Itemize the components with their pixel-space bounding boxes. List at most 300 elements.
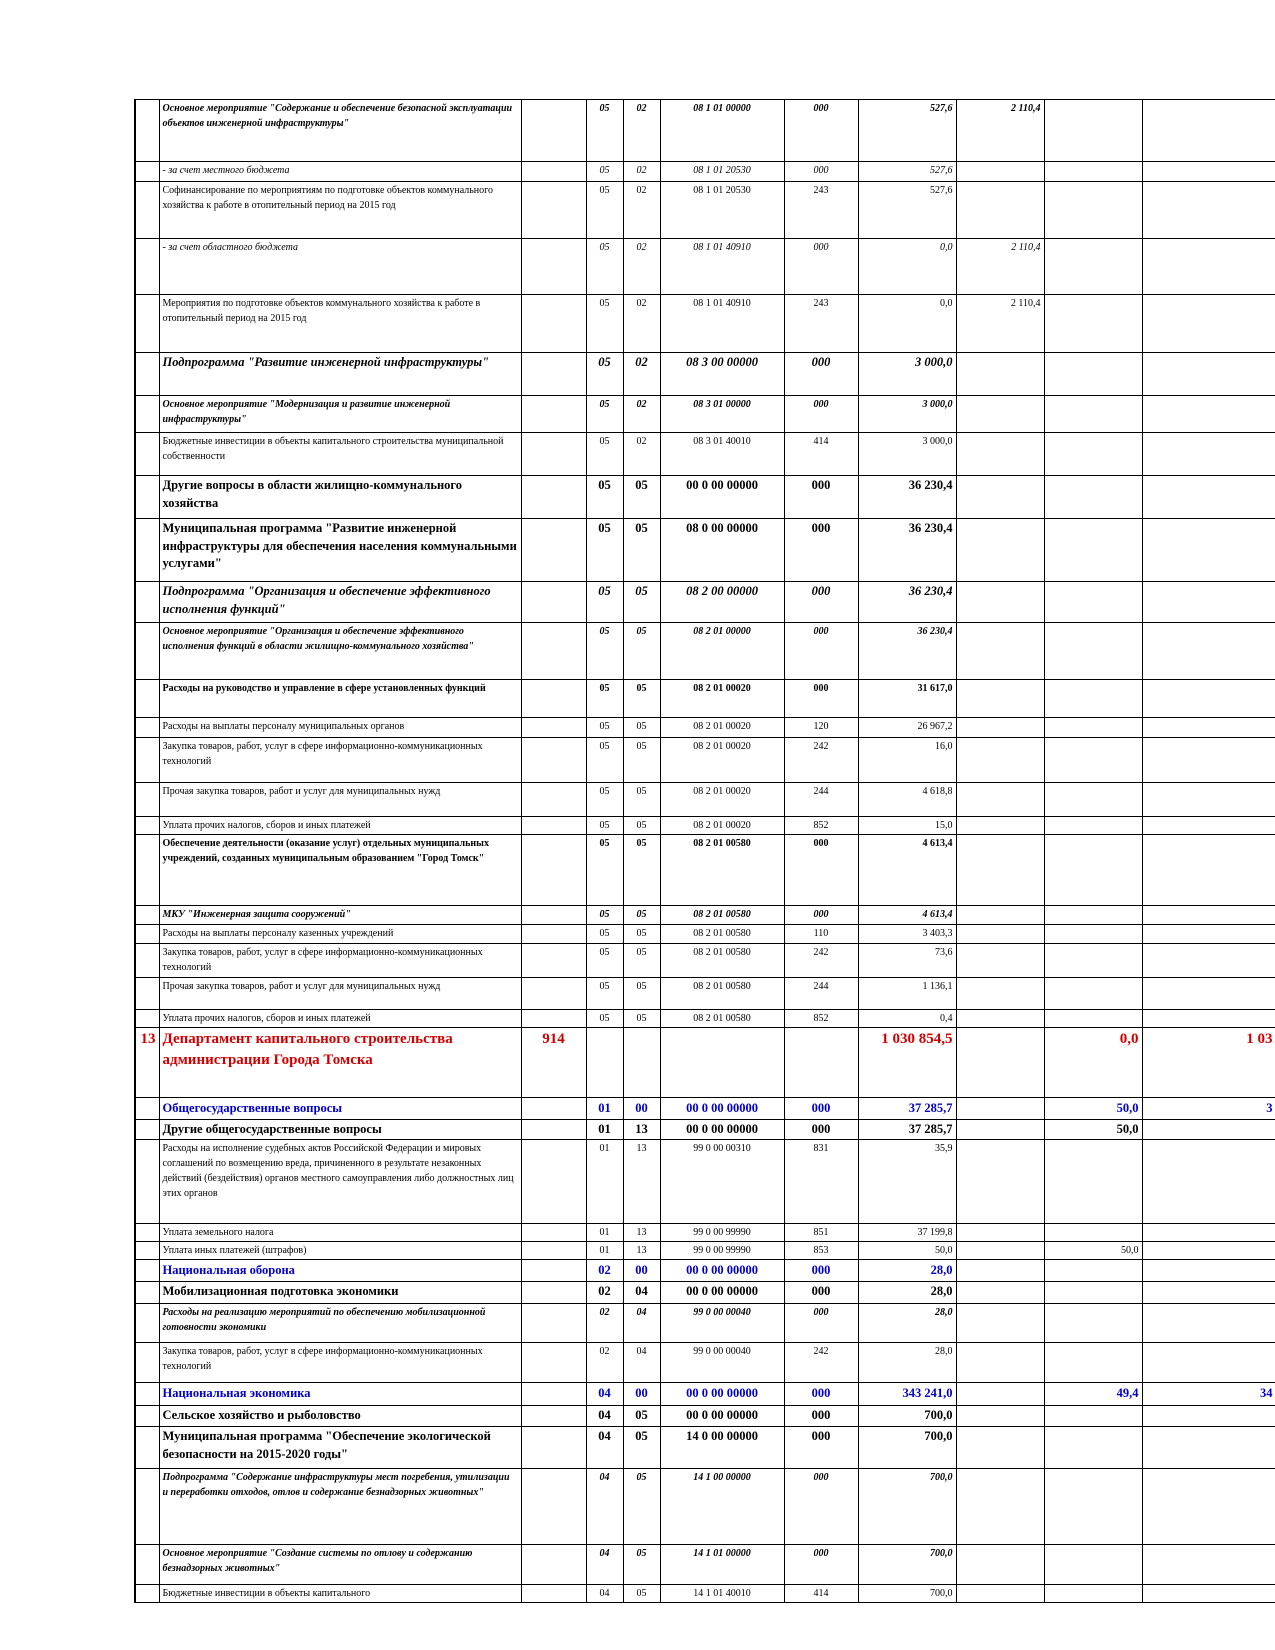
row-name-cell: Департамент капитального строительства администрации Города Томска <box>159 1028 521 1098</box>
row-section-cell: 05 <box>586 162 623 182</box>
row-section-cell: 05 <box>586 239 623 295</box>
row-subsection-cell: 05 <box>623 783 660 817</box>
row-amount-cell: 36 230,4 <box>858 519 956 582</box>
row-section-cell: 02 <box>586 1343 623 1383</box>
row-expense-type-cell: 000 <box>784 1260 858 1282</box>
row-section-cell: 05 <box>586 182 623 239</box>
row-number-cell <box>135 1406 159 1427</box>
row-code-cell <box>521 1224 586 1242</box>
row-name-cell: Национальная оборона <box>159 1260 521 1282</box>
table-row <box>135 1383 1275 1406</box>
row-expense-type-cell: 000 <box>784 1282 858 1304</box>
row-target-code-cell: 00 0 00 00000 <box>660 1260 784 1282</box>
row-subsection-cell: 05 <box>623 906 660 925</box>
row-expense-type-cell: 243 <box>784 295 858 353</box>
row-amount-cell: 28,0 <box>858 1260 956 1282</box>
row-amount-cell: 3 403,3 <box>858 925 956 944</box>
row-amount-4-cell <box>1142 1343 1275 1383</box>
row-section-cell: 05 <box>586 783 623 817</box>
row-amount-2-cell <box>956 1545 1044 1585</box>
row-number-cell <box>135 1427 159 1469</box>
row-section-cell: 04 <box>586 1406 623 1427</box>
row-amount-2-cell <box>956 718 1044 738</box>
row-amount-4-cell <box>1142 738 1275 783</box>
row-amount-cell: 35,9 <box>858 1140 956 1224</box>
table-row <box>135 680 1275 718</box>
table-row <box>135 925 1275 944</box>
row-number-cell <box>135 1119 159 1140</box>
table-row <box>135 1098 1275 1120</box>
row-number-cell <box>135 835 159 906</box>
row-code-cell <box>521 1098 586 1120</box>
row-number-cell <box>135 519 159 582</box>
row-name-cell: Закупка товаров, работ, услуг в сфере информационно-коммуникационных технологий <box>159 1343 521 1383</box>
row-amount-4-cell <box>1142 295 1275 353</box>
row-expense-type-cell: 000 <box>784 100 858 162</box>
row-name-cell: Прочая закупка товаров, работ и услуг для муниципальных нужд <box>159 978 521 1010</box>
row-number-cell <box>135 1545 159 1585</box>
row-expense-type-cell: 000 <box>784 1304 858 1343</box>
table-row <box>135 100 1275 162</box>
row-amount-3-cell <box>1044 1260 1142 1282</box>
row-amount-2-cell <box>956 162 1044 182</box>
row-section-cell: 05 <box>586 680 623 718</box>
row-amount-cell: 37 285,7 <box>858 1119 956 1140</box>
row-code-cell <box>521 1343 586 1383</box>
row-amount-cell: 31 617,0 <box>858 680 956 718</box>
row-subsection-cell: 02 <box>623 396 660 433</box>
row-amount-3-cell <box>1044 1010 1142 1028</box>
row-amount-3-cell <box>1044 396 1142 433</box>
row-amount-2-cell <box>956 680 1044 718</box>
table-row <box>135 1469 1275 1545</box>
table-row <box>135 396 1275 433</box>
row-amount-cell: 4 618,8 <box>858 783 956 817</box>
row-amount-4-cell <box>1142 353 1275 396</box>
row-amount-cell: 28,0 <box>858 1304 956 1343</box>
row-section-cell: 02 <box>586 1260 623 1282</box>
table-row <box>135 944 1275 978</box>
row-amount-3-cell <box>1044 738 1142 783</box>
table-row <box>135 239 1275 295</box>
table-row <box>135 162 1275 182</box>
row-amount-cell: 26 967,2 <box>858 718 956 738</box>
row-expense-type-cell: 000 <box>784 239 858 295</box>
row-amount-cell: 1 136,1 <box>858 978 956 1010</box>
row-name-cell: Расходы на выплаты персоналу казенных учреждений <box>159 925 521 944</box>
row-amount-3-cell <box>1044 353 1142 396</box>
row-amount-4-cell <box>1142 835 1275 906</box>
row-target-code-cell: 08 2 00 00000 <box>660 582 784 623</box>
row-amount-cell: 700,0 <box>858 1406 956 1427</box>
row-subsection-cell: 05 <box>623 925 660 944</box>
row-number-cell <box>135 396 159 433</box>
row-section-cell: 02 <box>586 1304 623 1343</box>
row-subsection-cell: 05 <box>623 1406 660 1427</box>
row-name-cell: Мероприятия по подготовке объектов коммунального хозяйства к работе в отопительный период на 2015 год <box>159 295 521 353</box>
row-amount-4-cell <box>1142 906 1275 925</box>
row-section-cell: 05 <box>586 1010 623 1028</box>
table-row <box>135 783 1275 817</box>
row-amount-3-cell <box>1044 817 1142 835</box>
row-target-code-cell: 08 3 00 00000 <box>660 353 784 396</box>
row-amount-3-cell <box>1044 1224 1142 1242</box>
row-target-code-cell: 08 2 01 00020 <box>660 817 784 835</box>
row-amount-cell: 700,0 <box>858 1427 956 1469</box>
row-name-cell: Муниципальная программа "Развитие инженерной инфраструктуры для обеспечения населения коммунальными услугами" <box>159 519 521 582</box>
table-row <box>135 476 1275 519</box>
row-name-cell: Основное мероприятие "Содержание и обеспечение безопасной эксплуатации объектов инженерной инфраструктуры" <box>159 100 521 162</box>
row-code-cell <box>521 835 586 906</box>
row-name-cell: Основное мероприятие "Модернизация и развитие инженерной инфраструктуры" <box>159 396 521 433</box>
row-expense-type-cell: 000 <box>784 476 858 519</box>
table-body <box>135 100 1275 1603</box>
row-number-cell <box>135 1343 159 1383</box>
table-row <box>135 1119 1275 1140</box>
row-name-cell: Расходы на реализацию мероприятий по обеспечению мобилизационной готовности экономики <box>159 1304 521 1343</box>
row-subsection-cell: 05 <box>623 718 660 738</box>
row-target-code-cell: 00 0 00 00000 <box>660 476 784 519</box>
row-name-cell: Расходы на выплаты персоналу муниципальных органов <box>159 718 521 738</box>
table-row <box>135 1282 1275 1304</box>
row-number-cell <box>135 1585 159 1603</box>
row-amount-cell: 527,6 <box>858 100 956 162</box>
row-name-cell: Муниципальная программа "Обеспечение экологической безопасности на 2015-2020 годы" <box>159 1427 521 1469</box>
row-target-code-cell: 00 0 00 00000 <box>660 1383 784 1406</box>
table-row <box>135 353 1275 396</box>
row-number-cell <box>135 817 159 835</box>
row-expense-type-cell: 242 <box>784 1343 858 1383</box>
row-amount-2-cell <box>956 783 1044 817</box>
row-name-cell: Расходы на исполнение судебных актов Российской Федерации и мировых соглашений по возмещению вреда, причиненного в результате незаконных действий (бездействия) органов местного самоуправления либо должностных лиц этих органов <box>159 1140 521 1224</box>
row-subsection-cell: 02 <box>623 182 660 239</box>
row-code-cell <box>521 1427 586 1469</box>
row-code-cell <box>521 1242 586 1260</box>
row-amount-3-cell <box>1044 1343 1142 1383</box>
row-amount-2-cell <box>956 353 1044 396</box>
row-amount-2-cell <box>956 978 1044 1010</box>
row-amount-cell: 3 000,0 <box>858 396 956 433</box>
row-code-cell <box>521 433 586 476</box>
row-target-code-cell: 08 2 01 00580 <box>660 1010 784 1028</box>
row-target-code-cell: 99 0 00 99990 <box>660 1242 784 1260</box>
row-name-cell: Обеспечение деятельности (оказание услуг) отдельных муниципальных учреждений, созданных муниципальным образованием "Город Томск" <box>159 835 521 906</box>
row-amount-2-cell <box>956 1242 1044 1260</box>
row-amount-4-cell <box>1142 1469 1275 1545</box>
row-amount-3-cell <box>1044 1140 1142 1224</box>
row-target-code-cell: 08 1 01 40910 <box>660 295 784 353</box>
row-section-cell: 05 <box>586 835 623 906</box>
row-code-cell <box>521 519 586 582</box>
row-number-cell <box>135 978 159 1010</box>
row-section-cell: 05 <box>586 906 623 925</box>
row-number-cell <box>135 182 159 239</box>
row-number-cell <box>135 783 159 817</box>
row-code-cell <box>521 476 586 519</box>
row-number-cell <box>135 1242 159 1260</box>
row-amount-2-cell <box>956 835 1044 906</box>
row-amount-3-cell <box>1044 1427 1142 1469</box>
row-number-cell <box>135 582 159 623</box>
row-expense-type-cell: 000 <box>784 582 858 623</box>
row-name-cell: Подпрограмма "Содержание инфраструктуры мест погребения, утилизации и переработки отходов, отлов и содержание безнадзорных животных" <box>159 1469 521 1545</box>
row-name-cell: Подпрограмма "Развитие инженерной инфраструктуры" <box>159 353 521 396</box>
table-row <box>135 582 1275 623</box>
row-amount-4-cell <box>1142 1282 1275 1304</box>
row-name-cell: Другие общегосударственные вопросы <box>159 1119 521 1140</box>
row-subsection-cell: 05 <box>623 1427 660 1469</box>
row-subsection-cell: 13 <box>623 1224 660 1242</box>
row-amount-4-cell: 3 <box>1142 1098 1275 1120</box>
row-name-cell: - за счет местного бюджета <box>159 162 521 182</box>
row-number-cell <box>135 1469 159 1545</box>
row-subsection-cell: 02 <box>623 433 660 476</box>
row-code-cell: 914 <box>521 1028 586 1098</box>
row-amount-3-cell <box>1044 519 1142 582</box>
row-amount-2-cell <box>956 1585 1044 1603</box>
row-amount-3-cell <box>1044 1304 1142 1343</box>
row-number-cell <box>135 680 159 718</box>
row-target-code-cell: 08 2 01 00000 <box>660 623 784 680</box>
row-target-code-cell: 08 1 01 20530 <box>660 162 784 182</box>
row-name-cell: Закупка товаров, работ, услуг в сфере информационно-коммуникационных технологий <box>159 738 521 783</box>
row-name-cell: Уплата иных платежей (штрафов) <box>159 1242 521 1260</box>
row-section-cell: 01 <box>586 1224 623 1242</box>
row-amount-2-cell <box>956 1098 1044 1120</box>
table-row <box>135 1406 1275 1427</box>
row-number-cell <box>135 100 159 162</box>
row-amount-3-cell: 0,0 <box>1044 1028 1142 1098</box>
row-code-cell <box>521 718 586 738</box>
row-code-cell <box>521 906 586 925</box>
row-amount-4-cell <box>1142 944 1275 978</box>
row-subsection-cell: 02 <box>623 239 660 295</box>
table-row <box>135 433 1275 476</box>
row-amount-2-cell <box>956 476 1044 519</box>
row-amount-cell: 527,6 <box>858 162 956 182</box>
row-target-code-cell: 08 2 01 00020 <box>660 738 784 783</box>
row-expense-type-cell: 000 <box>784 1119 858 1140</box>
row-amount-cell: 73,6 <box>858 944 956 978</box>
row-amount-2-cell <box>956 1304 1044 1343</box>
row-amount-3-cell <box>1044 944 1142 978</box>
row-target-code-cell: 14 1 01 40010 <box>660 1585 784 1603</box>
row-code-cell <box>521 1304 586 1343</box>
row-subsection-cell: 02 <box>623 353 660 396</box>
row-code-cell <box>521 582 586 623</box>
table-row <box>135 1224 1275 1242</box>
row-subsection-cell: 05 <box>623 476 660 519</box>
row-amount-4-cell <box>1142 433 1275 476</box>
row-amount-3-cell <box>1044 162 1142 182</box>
row-amount-cell: 37 199,8 <box>858 1224 956 1242</box>
row-section-cell <box>586 1028 623 1098</box>
row-name-cell: Уплата прочих налогов, сборов и иных платежей <box>159 817 521 835</box>
row-subsection-cell <box>623 1028 660 1098</box>
row-amount-cell: 36 230,4 <box>858 582 956 623</box>
row-name-cell: Мобилизационная подготовка экономики <box>159 1282 521 1304</box>
row-section-cell: 05 <box>586 582 623 623</box>
row-target-code-cell: 08 0 00 00000 <box>660 519 784 582</box>
row-section-cell: 05 <box>586 623 623 680</box>
row-amount-cell: 0,4 <box>858 1010 956 1028</box>
row-subsection-cell: 04 <box>623 1343 660 1383</box>
row-amount-2-cell <box>956 182 1044 239</box>
row-expense-type-cell: 000 <box>784 519 858 582</box>
row-number-cell <box>135 1140 159 1224</box>
table-row <box>135 519 1275 582</box>
row-section-cell: 01 <box>586 1119 623 1140</box>
row-amount-2-cell <box>956 433 1044 476</box>
row-expense-type-cell: 831 <box>784 1140 858 1224</box>
row-expense-type-cell: 851 <box>784 1224 858 1242</box>
row-amount-3-cell: 50,0 <box>1044 1242 1142 1260</box>
row-amount-3-cell <box>1044 1585 1142 1603</box>
row-amount-3-cell <box>1044 906 1142 925</box>
row-expense-type-cell: 414 <box>784 1585 858 1603</box>
row-subsection-cell: 02 <box>623 100 660 162</box>
row-target-code-cell: 14 0 00 00000 <box>660 1427 784 1469</box>
row-expense-type-cell: 000 <box>784 906 858 925</box>
row-number-cell <box>135 162 159 182</box>
row-name-cell: Общегосударственные вопросы <box>159 1098 521 1120</box>
row-target-code-cell: 00 0 00 00000 <box>660 1119 784 1140</box>
row-code-cell <box>521 162 586 182</box>
row-amount-cell: 700,0 <box>858 1545 956 1585</box>
row-amount-cell: 28,0 <box>858 1343 956 1383</box>
row-subsection-cell: 02 <box>623 162 660 182</box>
row-amount-4-cell <box>1142 817 1275 835</box>
row-code-cell <box>521 353 586 396</box>
row-amount-3-cell: 50,0 <box>1044 1098 1142 1120</box>
row-section-cell: 04 <box>586 1469 623 1545</box>
row-target-code-cell: 08 1 01 20530 <box>660 182 784 239</box>
row-amount-4-cell <box>1142 1010 1275 1028</box>
row-section-cell: 01 <box>586 1098 623 1120</box>
row-number-cell <box>135 944 159 978</box>
row-amount-cell: 4 613,4 <box>858 906 956 925</box>
row-code-cell <box>521 1140 586 1224</box>
row-code-cell <box>521 1469 586 1545</box>
row-number-cell <box>135 1304 159 1343</box>
row-name-cell: Бюджетные инвестиции в объекты капитального <box>159 1585 521 1603</box>
row-name-cell: Основное мероприятие "Организация и обеспечение эффективного исполнения функций в области жилищно-коммунального хозяйства" <box>159 623 521 680</box>
row-amount-4-cell <box>1142 1119 1275 1140</box>
row-expense-type-cell: 000 <box>784 396 858 433</box>
row-expense-type-cell: 000 <box>784 353 858 396</box>
row-amount-2-cell <box>956 1224 1044 1242</box>
row-code-cell <box>521 182 586 239</box>
row-expense-type-cell: 000 <box>784 1427 858 1469</box>
row-number-cell <box>135 1383 159 1406</box>
row-expense-type-cell: 242 <box>784 944 858 978</box>
row-amount-3-cell <box>1044 783 1142 817</box>
row-subsection-cell: 05 <box>623 817 660 835</box>
row-amount-3-cell: 50,0 <box>1044 1119 1142 1140</box>
table-row <box>135 1545 1275 1585</box>
row-name-cell: Бюджетные инвестиции в объекты капитального строительства муниципальной собственности <box>159 433 521 476</box>
row-section-cell: 05 <box>586 353 623 396</box>
row-amount-2-cell <box>956 1343 1044 1383</box>
row-subsection-cell: 13 <box>623 1119 660 1140</box>
row-amount-4-cell: 1 03 <box>1142 1028 1275 1098</box>
row-target-code-cell: 08 2 01 00580 <box>660 925 784 944</box>
row-amount-cell: 700,0 <box>858 1469 956 1545</box>
row-section-cell: 05 <box>586 100 623 162</box>
row-code-cell <box>521 817 586 835</box>
row-amount-3-cell <box>1044 835 1142 906</box>
row-expense-type-cell: 000 <box>784 623 858 680</box>
row-subsection-cell: 05 <box>623 582 660 623</box>
table-row <box>135 623 1275 680</box>
row-code-cell <box>521 1585 586 1603</box>
row-amount-2-cell <box>956 1427 1044 1469</box>
row-name-cell: Прочая закупка товаров, работ и услуг для муниципальных нужд <box>159 783 521 817</box>
row-amount-cell: 36 230,4 <box>858 623 956 680</box>
row-section-cell: 05 <box>586 925 623 944</box>
row-name-cell: МКУ "Инженерная защита сооружений" <box>159 906 521 925</box>
row-amount-3-cell <box>1044 1469 1142 1545</box>
row-code-cell <box>521 925 586 944</box>
row-amount-4-cell <box>1142 100 1275 162</box>
row-subsection-cell: 05 <box>623 1010 660 1028</box>
row-target-code-cell: 99 0 00 00310 <box>660 1140 784 1224</box>
table-row <box>135 817 1275 835</box>
row-target-code-cell: 08 2 01 00580 <box>660 835 784 906</box>
row-expense-type-cell: 852 <box>784 817 858 835</box>
row-expense-type-cell: 243 <box>784 182 858 239</box>
row-amount-cell: 3 000,0 <box>858 353 956 396</box>
row-expense-type-cell: 000 <box>784 1406 858 1427</box>
budget-table-page <box>134 99 1275 1603</box>
table-row <box>135 978 1275 1010</box>
row-amount-3-cell <box>1044 1545 1142 1585</box>
row-expense-type-cell: 414 <box>784 433 858 476</box>
row-amount-cell: 0,0 <box>858 295 956 353</box>
row-subsection-cell: 05 <box>623 680 660 718</box>
row-amount-3-cell <box>1044 680 1142 718</box>
row-section-cell: 05 <box>586 817 623 835</box>
row-name-cell: Другие вопросы в области жилищно-коммунального хозяйства <box>159 476 521 519</box>
table-row <box>135 835 1275 906</box>
table-row <box>135 1010 1275 1028</box>
row-code-cell <box>521 783 586 817</box>
row-amount-cell: 527,6 <box>858 182 956 239</box>
row-amount-4-cell <box>1142 1140 1275 1224</box>
row-section-cell: 05 <box>586 978 623 1010</box>
row-code-cell <box>521 1010 586 1028</box>
row-expense-type-cell: 000 <box>784 835 858 906</box>
row-number-cell <box>135 1010 159 1028</box>
row-amount-2-cell <box>956 738 1044 783</box>
row-expense-type-cell: 000 <box>784 680 858 718</box>
row-amount-2-cell <box>956 396 1044 433</box>
row-amount-4-cell <box>1142 182 1275 239</box>
row-section-cell: 05 <box>586 738 623 783</box>
row-number-cell <box>135 1282 159 1304</box>
row-amount-4-cell <box>1142 476 1275 519</box>
row-amount-3-cell: 49,4 <box>1044 1383 1142 1406</box>
table-row <box>135 1585 1275 1603</box>
row-code-cell <box>521 1260 586 1282</box>
row-expense-type-cell: 000 <box>784 1469 858 1545</box>
row-number-cell <box>135 1224 159 1242</box>
row-number-cell <box>135 1260 159 1282</box>
row-section-cell: 04 <box>586 1545 623 1585</box>
row-number-cell <box>135 433 159 476</box>
row-expense-type-cell: 110 <box>784 925 858 944</box>
row-expense-type-cell: 000 <box>784 162 858 182</box>
